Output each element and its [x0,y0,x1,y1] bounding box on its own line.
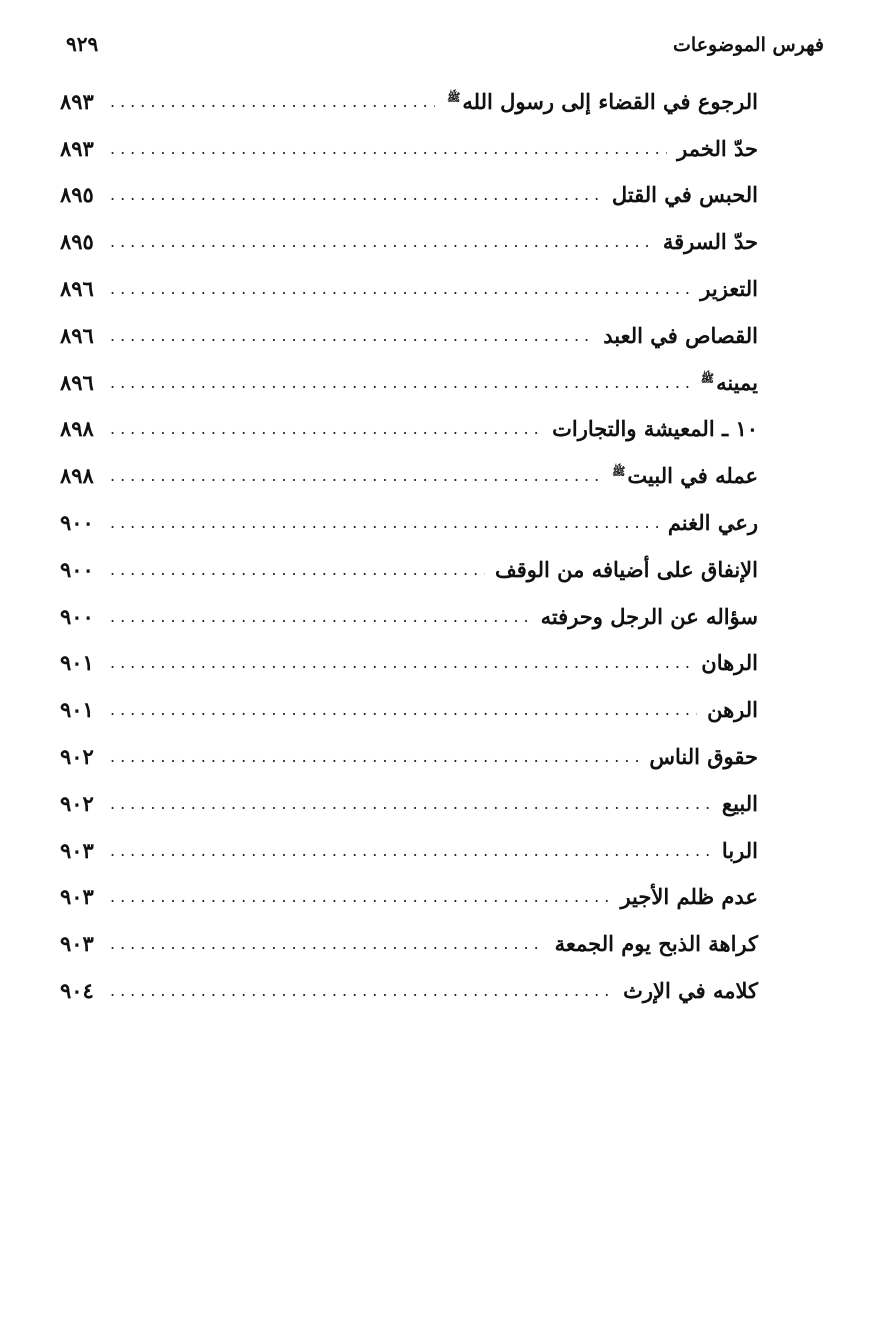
toc-entry-title-text: عمله في البيت [627,463,758,489]
toc-entry [60,827,758,874]
toc-entry [60,967,758,1014]
toc-entry-page-number: ٩٠٣ [60,837,94,863]
page-number: ٩٢٩ [66,32,99,56]
toc-entry [60,640,758,687]
toc-entry-page-number: ٨٩٨ [60,463,94,489]
dot-leader [110,607,531,626]
toc-entry-page-number: ٩٠٣ [60,931,94,957]
toc-entry [60,312,758,359]
toc-entry-title [616,884,758,909]
toc-entry-page-number: ٩٠١ [60,697,94,723]
dot-leader [110,92,435,111]
toc-entry-title [619,978,758,1003]
toc-entry [60,406,758,453]
dot-leader [110,373,689,392]
toc-entry-page-number: ٩٠٠ [60,510,94,536]
toc-entry-title [491,557,758,582]
toc-entry-title-text: الرجوع في القضاء إلى رسول الله [462,88,758,114]
toc-entry-title-text: القصاص في العبد [603,322,758,348]
toc-entry [60,452,758,499]
dot-leader [110,747,639,766]
toc-entry-title-text: ١٠ ـ المعيشة والتجارات [552,416,758,442]
page-header [58,32,824,62]
toc-entry-title [695,370,758,395]
toc-entry-title [664,510,758,535]
toc-entry [60,874,758,921]
toc-entry-title-text: حقوق الناس [649,744,758,770]
toc-entry [60,686,758,733]
toc-entry-title-text: البيع [721,790,758,816]
toc-entry-title-text: الحبس في القتل [611,182,758,208]
toc-entry-title [441,89,758,114]
honorific-symbol: ﷺ [447,90,461,104]
toc-entry-page-number: ٩٠٠ [60,556,94,582]
toc-entry-page-number: ٨٩٦ [60,369,94,395]
dot-leader [110,232,653,251]
toc-entry-title-text: عدم ظلم الأجير [620,884,758,910]
toc-entry-title-text: الربا [721,837,758,863]
toc-entry [60,125,758,172]
toc-entry [60,733,758,780]
toc-entry-page-number: ٩٠٣ [60,884,94,910]
dot-leader [110,653,691,672]
dot-leader [110,326,593,345]
dot-leader [110,513,658,532]
toc-entry-title [696,276,758,301]
toc-entry-page-number: ٨٩٨ [60,416,94,442]
table-of-contents [60,78,758,1014]
toc-entry [60,780,758,827]
running-title: فهرس الموضوعات [673,34,824,56]
toc-entry-page-number: ٨٩٥ [60,182,94,208]
dot-leader [110,279,690,298]
toc-entry-page-number: ٩٠٢ [60,790,94,816]
toc-entry-title-text: الرهان [701,650,758,676]
dot-leader [110,934,545,953]
toc-entry-title [697,650,758,675]
toc-entry-title [659,229,758,254]
toc-entry [60,265,758,312]
toc-entry-page-number: ٨٩٣ [60,88,94,114]
toc-entry-title [673,136,758,161]
toc-entry [60,920,758,967]
toc-entry-title [718,838,758,863]
toc-entry-title-text: حدّ السرقة [662,229,758,255]
toc-entry-title-text: رعي الغنم [667,510,758,536]
dot-leader [110,139,667,158]
honorific-symbol: ﷺ [612,465,626,479]
dot-leader [110,887,610,906]
toc-entry-page-number: ٩٠٤ [60,978,94,1004]
toc-entry-page-number: ٩٠١ [60,650,94,676]
toc-entry-title-text: كراهة الذبح يوم الجمعة [554,931,758,957]
dot-leader [110,560,485,579]
toc-entry-title [548,416,758,441]
dot-leader [110,700,697,719]
toc-entry-title-text: سؤاله عن الرجل وحرفته [540,603,758,629]
toc-entry-page-number: ٩٠٠ [60,603,94,629]
toc-entry [60,593,758,640]
toc-entry-page-number: ٨٩٥ [60,229,94,255]
toc-entry-page-number: ٨٩٦ [60,276,94,302]
toc-entry [60,359,758,406]
dot-leader [110,419,542,438]
toc-entry-title-text: يمينه [716,369,758,395]
toc-entry [60,218,758,265]
toc-entry-title [599,323,758,348]
toc-entry-title-text: حدّ الخمر [677,135,758,161]
toc-entry-title-text: التعزير [700,276,758,302]
toc-entry [60,78,758,125]
dot-leader [110,466,600,485]
toc-entry [60,546,758,593]
dot-leader [110,794,712,813]
toc-entry-title-text: الرهن [707,697,758,723]
dot-leader [110,981,613,1000]
dot-leader [110,185,602,204]
toc-entry-title [703,697,758,722]
toc-entry-page-number: ٨٩٦ [60,322,94,348]
toc-entry-page-number: ٩٠٢ [60,744,94,770]
dot-leader [110,841,712,860]
toc-entry-title [608,182,758,207]
toc-entry [60,172,758,219]
toc-entry-title [537,604,758,629]
toc-entry-title-text: كلامه في الإرث [623,978,758,1004]
toc-entry [60,499,758,546]
toc-entry-title-text: الإنفاق على أضيافه من الوقف [495,556,758,582]
honorific-symbol: ﷺ [700,371,715,385]
toc-entry-title [551,931,758,956]
toc-entry-page-number: ٨٩٣ [60,135,94,161]
toc-entry-title [606,463,758,488]
toc-entry-title [718,791,758,816]
toc-entry-title [645,744,758,769]
